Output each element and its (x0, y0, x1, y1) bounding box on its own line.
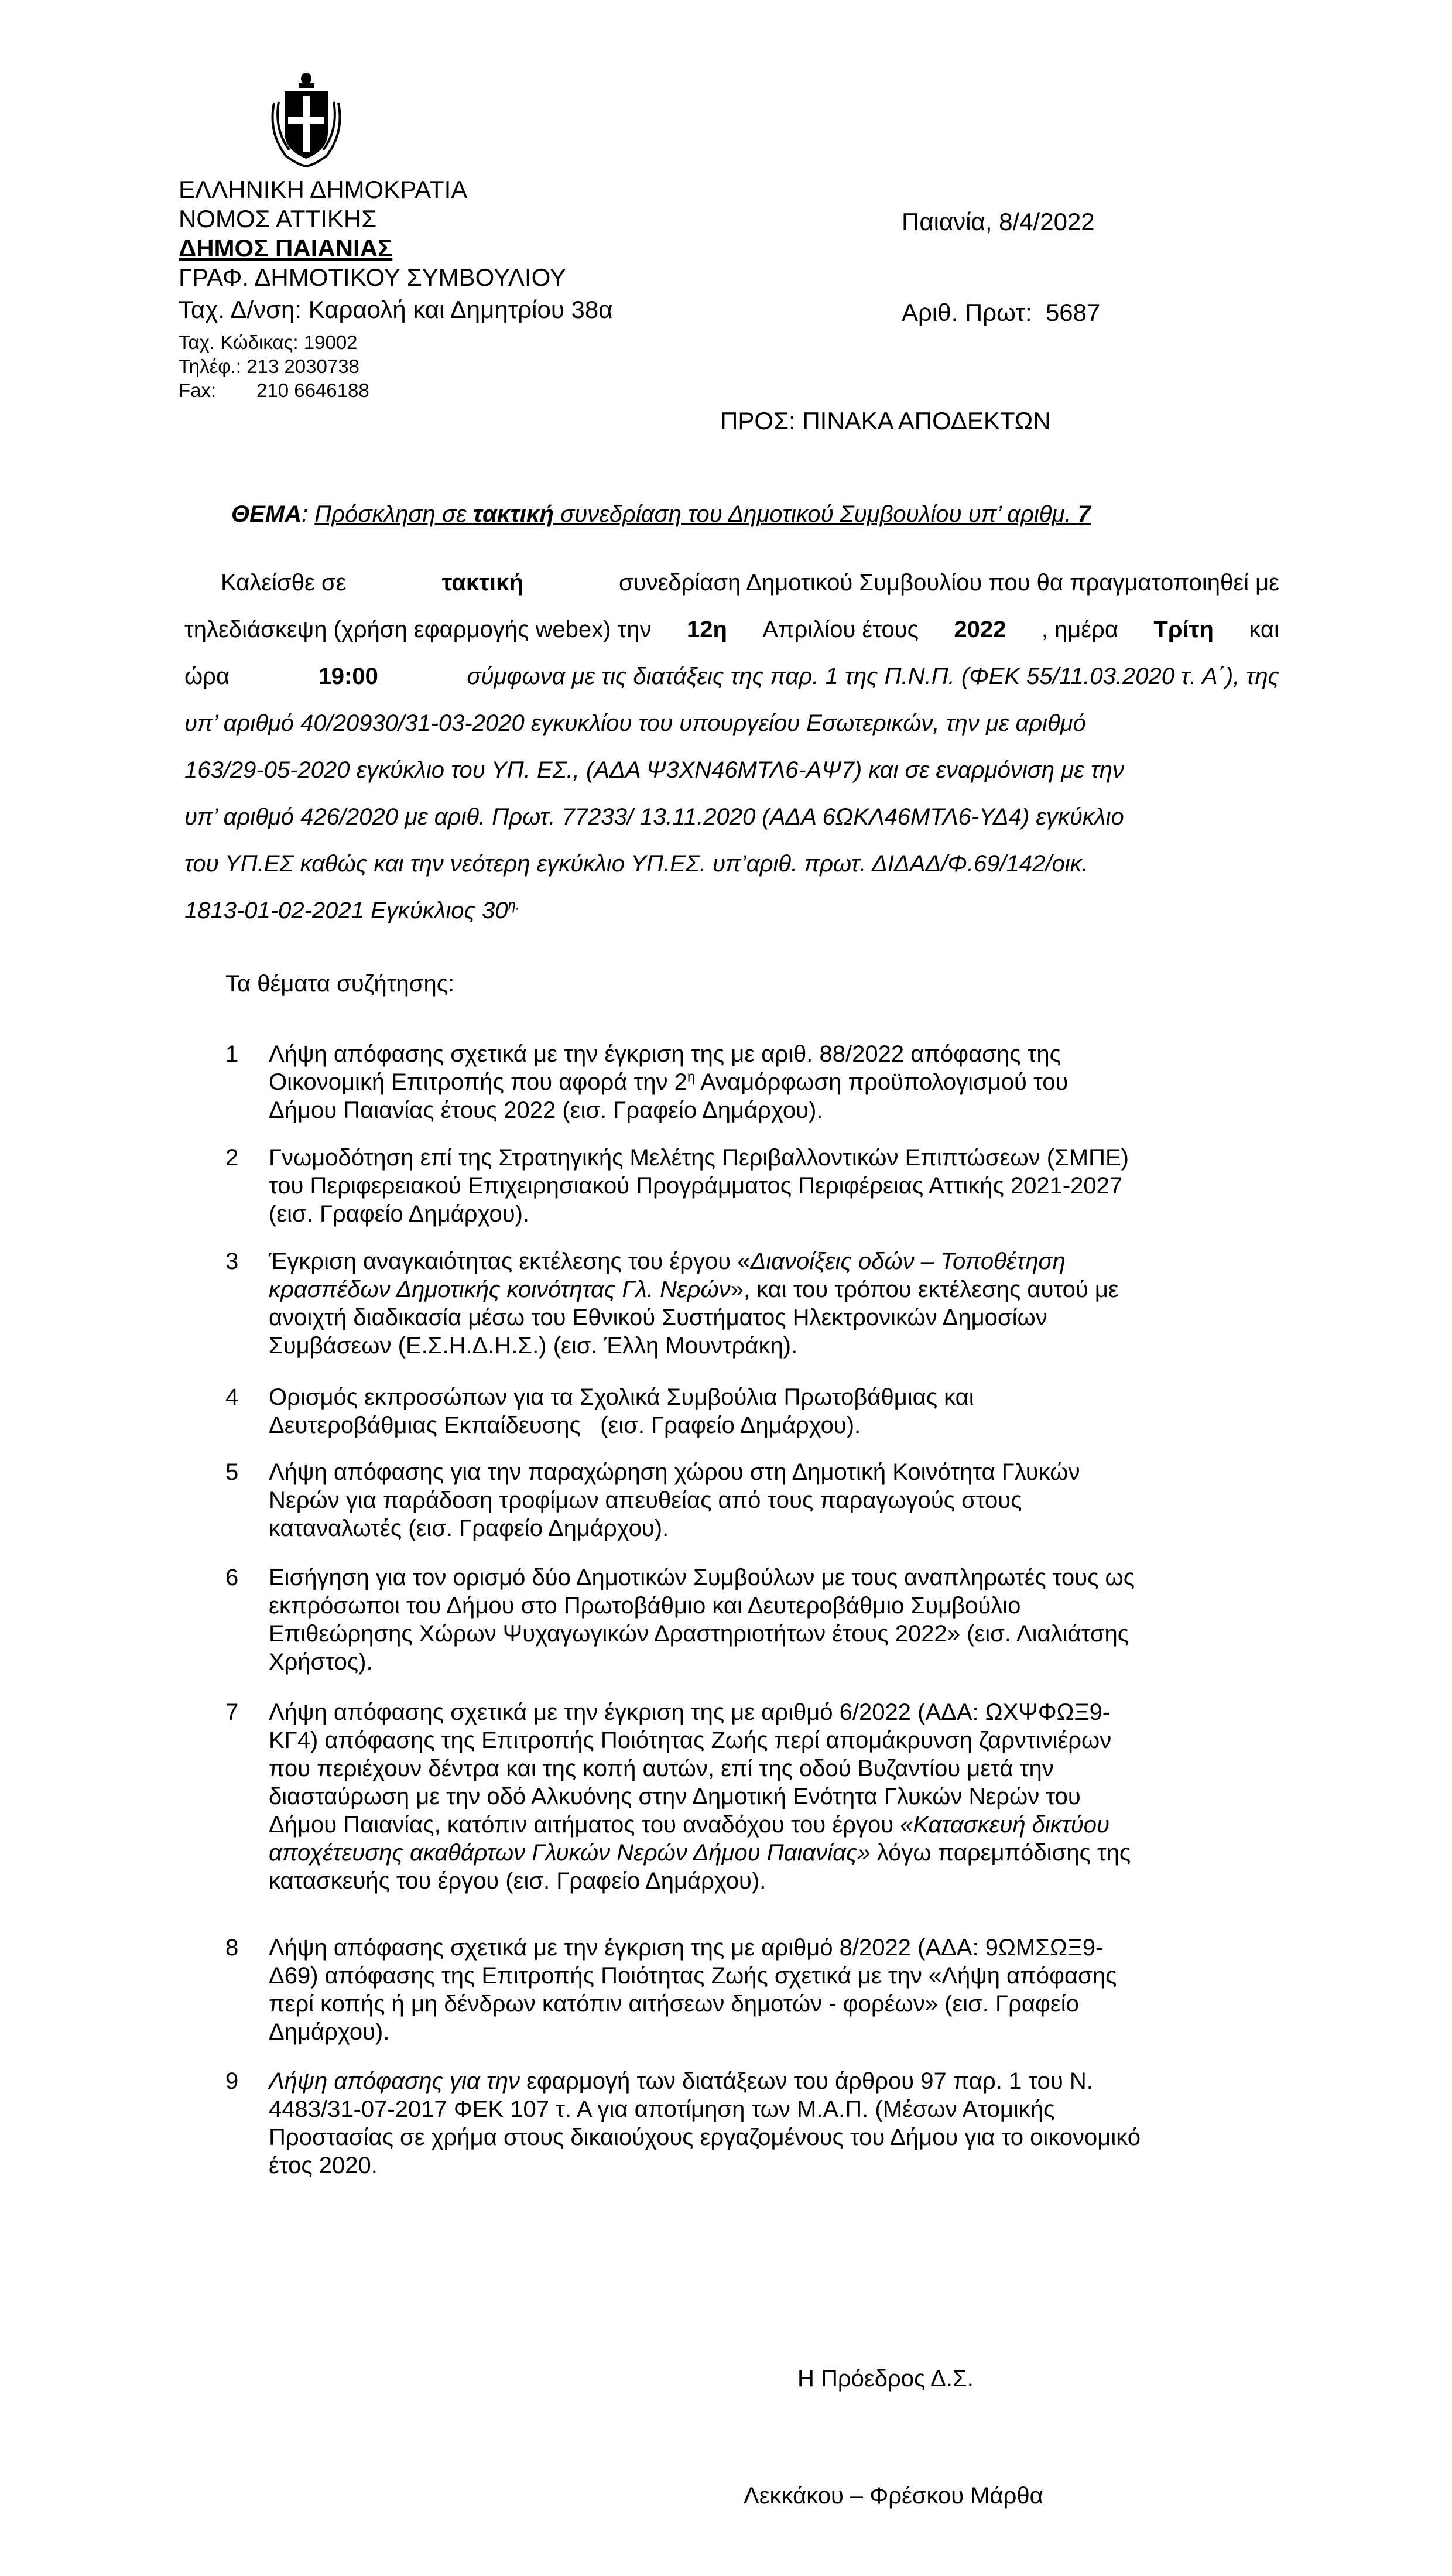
address-line: Ταχ. Δ/νση: Καραολή και Δημητρίου 38α (179, 296, 613, 323)
paragraph-line: υπ’ αριθμό 40/20930/31-03-2020 εγκυκλίου του υπουργείου Εσωτερικών, την με αριθμό (184, 710, 1086, 736)
postal-code-line: Ταχ. Κώδικας: 19002 (179, 331, 358, 353)
municipality-heading: ΔΗΜΟΣ ΠΑΙΑΝΙΑΣ (179, 234, 393, 262)
signature-name: Λεκκάκου – Φρέσκου Μάρθα (744, 2483, 1043, 2509)
prefecture-heading: ΝΟΜΟΣ ΑΤΤΙΚΗΣ (179, 205, 377, 232)
paragraph-line: τηλεδιάσκεψη (χρήση εφαρμογής webex) την 12η Απριλίου έτους 2022 , ημέρα Τρίτη και (184, 617, 1279, 642)
protocol-number: Αριθ. Πρωτ: 5687 (902, 299, 1101, 326)
fax-number: 210 6646188 (256, 379, 369, 401)
item-text: Λήψη απόφασης για την εφαρμογή των διατάξεων του άρθρου 97 παρ. 1 του Ν. 4483/31-07-2017 ΦΕΚ 107 τ. Α για αποτίμηση των Μ.Α.Π. (Μέσων Ατομικής Προστασίας σε χρήμα στους δικαιούχους εργαζομένους του Δήμου για το οικονομικό έτος 2020. (269, 2068, 1141, 2178)
item-text: Γνωμοδότηση επί της Στρατηγικής Μελέτης Περιβαλλοντικών Επιπτώσεων (ΣΜΠΕ) του Περιφερειακού Επιχειρησιακού Προγράμματος Περιφέρειας Αττικής 2021-2027 (εισ. Γραφείο Δημάρχου). (269, 1145, 1129, 1227)
paragraph-line: υπ’ αριθμό 426/2020 με αριθ. Πρωτ. 77233/ 13.11.2020 (ΑΔΑ 6ΩΚΛ46ΜΤΛ6-ΥΔ4) εγκύκλιο (184, 804, 1124, 830)
item-number: 1 (225, 1041, 239, 1067)
item-text: Ορισμός εκπροσώπων για τα Σχολικά Συμβούλια Πρωτοβάθμιας και Δευτεροβάθμιας Εκπαίδευσης (εισ. Γραφείο Δημάρχου). (269, 1384, 974, 1438)
paragraph-line: Καλείσθε σε τακτική συνεδρίαση Δημοτικού Συμβουλίου που θα πραγματοποιηθεί με (221, 570, 1279, 596)
item-number: 5 (225, 1459, 239, 1485)
topics-label: Τα θέματα συζήτησης: (225, 971, 455, 997)
item-text: Εισήγηση για τον ορισμό δύο Δημοτικών Συμβούλων με τους αναπληρωτές τους ως εκπρόσωποι του Δήμου στο Πρωτοβάθμιο και Δευτεροβάθμιο Συμβούλιο Επιθεώρησης Χώρων Ψυχαγωγικών Δραστηριοτήτων έτους 2022» (εισ. Λιαλιάτσης Χρήστος). (269, 1565, 1135, 1675)
recipients-line: ΠΡΟΣ: ΠΙΝΑΚΑ ΑΠΟΔΕΚΤΩΝ (720, 407, 1051, 435)
item-number: 9 (225, 2068, 239, 2094)
paragraph-line: του ΥΠ.ΕΣ καθώς και την νεότερη εγκύκλιο ΥΠ.ΕΣ. υπ’αριθ. πρωτ. ΔΙΔΑΔ/Φ.69/142/οικ. (184, 851, 1088, 877)
item-number: 3 (225, 1248, 239, 1274)
paragraph-line: 1813-01-02-2021 Εγκύκλιος $30^{\eta.}$ (184, 897, 520, 923)
paragraph-line: ώρα 19:00 σύμφωνα με τις διατάξεις της παρ. 1 της Π.Ν.Π. (ΦΕΚ 55/11.03.2020 τ. Α΄), της (184, 663, 1279, 689)
place-date: Παιανία, 8/4/2022 (902, 208, 1095, 235)
invitation-paragraph (184, 559, 1279, 934)
fax-label: Fax: (179, 379, 217, 401)
item-number: 2 (225, 1145, 239, 1171)
item-number: 8 (225, 1935, 239, 1961)
phone-line: Τηλέφ.: 213 2030738 (179, 355, 359, 377)
signature-title: Η Πρόεδρος Δ.Σ. (797, 2366, 974, 2392)
subject-line: ΘΕΜΑ: Πρόσκληση σε τακτική συνεδρίαση του Δημοτικού Συμβουλίου υπ’ αριθμ. 7 (231, 501, 1091, 527)
item-text: Λήψη απόφασης σχετικά με την έγκριση της με αριθμό 6/2022 (ΑΔΑ: ΩΧΨΦΩΞ9- ΚΓ4) απόφασης της Επιτροπής Ποιότητας Ζωής περί απομάκρυνση ζαρντινιέρων που περιέχουν δέντρα και της κοπή αυτών, επί της οδού Βυζαντίου μετά την διασταύρωση με την οδό Αλκυόνης στην Δημοτική Ενότητα Γλυκών Νερών του Δήμου Παιανίας, κατόπιν αιτήματος του αναδόχου του έργου «Κατασκευή δικτύου αποχέτευσης ακαθάρτων Γλυκών Νερών Δήμου Παιανίας» λόγω παρεμπόδισης της κατασκευής του έργου (εισ. Γραφείο Δημάρχου). (269, 1699, 1131, 1894)
item-text: Λήψη απόφασης σχετικά με την έγκριση της με αριθμό 8/2022 (ΑΔΑ: 9ΩΜΣΩΞ9- Δ69) απόφασης της Επιτροπής Ποιότητας Ζωής σχετικά με την «Λήψη απόφασης περί κοπής ή μη δένδρων κατόπιν αιτήσεων δημοτών - φορέων» (εισ. Γραφείο Δημάρχου). (269, 1935, 1117, 2045)
item-number: 7 (225, 1699, 239, 1725)
item-text: Λήψη απόφασης σχετικά με την έγκριση της με αριθ. 88/2022 απόφασης της Οικονομική Επιτροπής που αφορά την $2^\eta$ Αναμόρφωση προϋπολογισμού του Δήμου Παιανίας έτους 2022 (εισ. Γραφείο Δημάρχου). (269, 1041, 1069, 1123)
item-text: Έγκριση αναγκαιότητας εκτέλεσης του έργου «Διανοίξεις οδών – Τοποθέτηση κρασπέδων Δημοτικής κοινότητας Γλ. Νερών», και του τρόπου εκτέλεσης αυτού με ανοιχτή διαδικασία μέσω του Εθνικού Συστήματος Ηλεκτρονικών Δημοσίων Συμβάσεων (Ε.Σ.Η.Δ.Η.Σ.) (εισ. Έλλη Μουντράκη). (269, 1248, 1119, 1359)
subject-text: Πρόσκληση σε τακτική συνεδρίαση του Δημοτικού Συμβουλίου υπ’ αριθμ. 7 (314, 501, 1091, 527)
paragraph-line: 163/29-05-2020 εγκύκλιο του ΥΠ. ΕΣ., (ΑΔΑ Ψ3ΧΝ46ΜΤΛ6-ΑΨ7) και σε εναρμόνιση με την (184, 757, 1124, 783)
item-number: 6 (225, 1565, 239, 1590)
coat-of-arms-icon (262, 68, 350, 167)
office-heading: ΓΡΑΦ. ΔΗΜΟΤΙΚΟΥ ΣΥΜΒΟΥΛΙΟΥ (179, 264, 566, 291)
item-number: 4 (225, 1384, 239, 1410)
subject-label: ΘΕΜΑ (231, 501, 302, 527)
item-text: Λήψη απόφασης για την παραχώρηση χώρου στη Δημοτική Κοινότητα Γλυκών Νερών για παράδοση τροφίμων απευθείας από τους παραγωγούς στους καταναλωτές (εισ. Γραφείο Δημάρχου). (269, 1459, 1080, 1541)
republic-heading: ΕΛΛΗΝΙΚΗ ΔΗΜΟΚΡΑΤΙΑ (179, 176, 468, 203)
